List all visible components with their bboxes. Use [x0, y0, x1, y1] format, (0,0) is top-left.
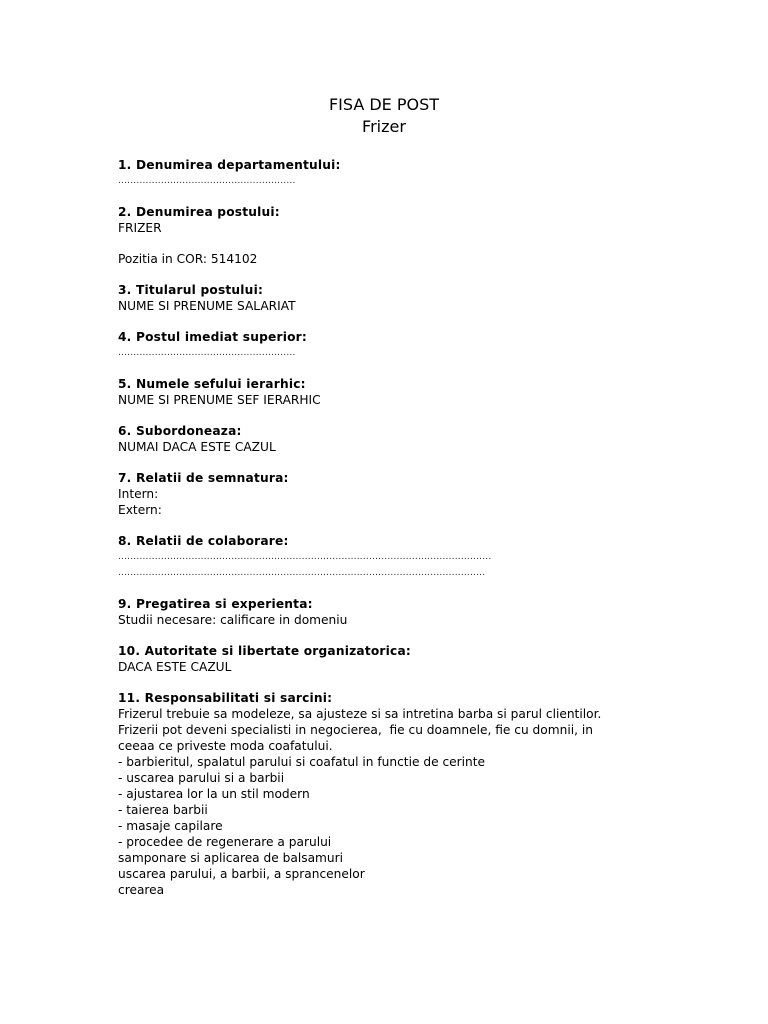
document-title: FISA DE POST [328, 95, 440, 114]
section-value: NUME SI PRENUME SEF IERARHIC [118, 393, 321, 407]
section-3 [118, 282, 738, 314]
section-heading: 10. Autoritate si libertate organizatorica: [118, 644, 411, 658]
section-6 [118, 423, 738, 455]
section-heading: 9. Pregatirea si experienta: [118, 597, 313, 611]
section-heading: 1. Denumirea departamentului: [118, 158, 341, 172]
section-line: samponare si aplicarea de balsamuri [118, 851, 344, 865]
section-heading: 4. Postul imediat superior: [118, 330, 307, 344]
section-heading: 7. Relatii de semnatura: [118, 471, 289, 485]
section-line: Extern: [118, 503, 162, 517]
section-line: Frizerul trebuie sa modeleze, sa ajusteze si sa intretina barba si parul clientilor. [118, 707, 602, 721]
cor-position: Pozitia in COR: 514102 [118, 252, 258, 266]
section-line: Frizerii pot deveni specialisti in negocierea, fie cu doamnele, fie cu domnii, in [118, 723, 593, 737]
section-line: - uscarea parului si a barbii [118, 771, 285, 785]
document-body [118, 157, 738, 898]
section-line: - taierea barbii [118, 803, 208, 817]
section-value: DACA ESTE CAZUL [118, 660, 232, 674]
section-11 [118, 690, 738, 898]
section-heading: 5. Numele sefului ierarhic: [118, 377, 306, 391]
section-value: FRIZER [118, 221, 162, 235]
section-10 [118, 643, 738, 675]
section-line: - procedee de regenerare a parului [118, 835, 332, 849]
section-line: - barbieritul, spalatul parului si coafatul in functie de cerinte [118, 755, 486, 769]
section-line: uscarea parului, a barbii, a sprancenelor [118, 867, 365, 881]
section-2 [118, 204, 738, 267]
blank-dots: .......................................................................................................................... [118, 552, 492, 562]
section-4 [118, 329, 738, 361]
document-subtitle: Frizer [362, 117, 406, 136]
blank-dots: .......................................................... [118, 176, 296, 186]
section-8 [118, 533, 738, 581]
section-heading: 6. Subordoneaza: [118, 424, 242, 438]
section-value: NUME SI PRENUME SALARIAT [118, 299, 296, 313]
section-line: ceeaa ce priveste moda coafatului. [118, 739, 333, 753]
blank-dots: .......................................................... [118, 348, 296, 358]
section-9 [118, 596, 738, 628]
section-value: Studii necesare: calificare in domeniu [118, 613, 348, 627]
section-7 [118, 470, 738, 518]
section-line: crearea [118, 883, 165, 897]
section-heading: 2. Denumirea postului: [118, 205, 280, 219]
section-line: - masaje capilare [118, 819, 223, 833]
section-heading: 3. Titularul postului: [118, 283, 264, 297]
section-5 [118, 376, 738, 408]
blank-dots: ........................................................................................................................ [118, 568, 486, 578]
section-heading: 11. Responsabilitati si sarcini: [118, 691, 333, 705]
section-1 [118, 157, 738, 189]
section-heading: 8. Relatii de colaborare: [118, 534, 289, 548]
section-value: NUMAI DACA ESTE CAZUL [118, 440, 276, 454]
section-line: Intern: [118, 487, 159, 501]
section-line: - ajustarea lor la un stil modern [118, 787, 310, 801]
